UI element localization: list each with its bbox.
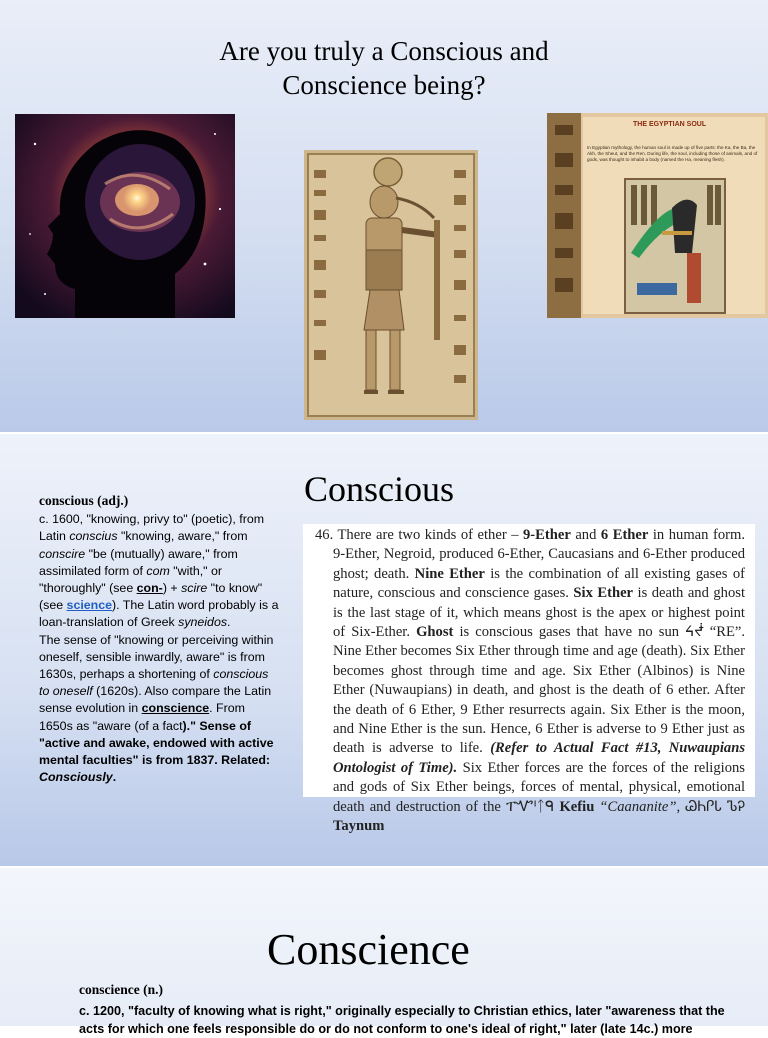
slide-1 — [0, 0, 768, 432]
ether-quote-box — [303, 524, 755, 835]
quote-bold: Kefiu — [554, 798, 595, 815]
etym-text: "to know" (see — [39, 581, 263, 613]
etym-italic: conscire — [39, 546, 86, 561]
ether-paragraph — [315, 526, 745, 837]
ether-quote-text — [315, 526, 745, 837]
egyptian-soul-text: In Egyptian mythology, the human soul is made up of five parts: the Ka, the Ba, the Akh, the Sheut, and the Ren. During life, the soul, including those of animals, and of gods, was thought to inhabit a body (named the Ha, meaning flesh). — [587, 145, 758, 162]
slide-3 — [0, 868, 768, 1036]
nuwaubic-glyph: ᔦᖫ — [685, 624, 704, 641]
nuwaubic-glyph: ᏊᏂᎵᏓ — [685, 798, 723, 815]
etym-bold: . — [112, 770, 117, 785]
quote-text: and — [570, 527, 601, 543]
etymology-headword: conscious (adj.) — [39, 493, 129, 508]
conscious-etymology — [39, 492, 279, 786]
quote-text: is conscious gases that have no sun — [453, 624, 686, 641]
etym-text: "with," or "thoroughly" (see — [39, 563, 223, 596]
quote-bold: Ghost — [416, 624, 454, 641]
etym-text: The sense of "knowing or perceiving within oneself, sensible inwardly, aware" is from 1630s, perhaps a shortening of — [39, 632, 274, 682]
quote-text: “RE”. Nine Ether becomes Six Ether through time and age (death). Six Ether becomes ghost through time and age. Six Ether (Albinos) is Nine Ether (Nuwaupians) in death, and ghost is the death of 6 ether. After the death of 6 Ether, 9 Ether resurrects again. Six Ether is the moon, and Nine Ether is the sun. Hence, 6 Ether is adverse to 9 Ether just as death is adverse to life. — [333, 624, 746, 757]
etym-bold: )." Sense of "active and awake, endowed with active mental faculties" is from 1837. Related: — [39, 718, 274, 768]
etym-bold-italic: Consciously — [39, 770, 113, 785]
quote-bold: 6 Ether — [600, 527, 649, 543]
quote-bold: Six Ether — [573, 585, 634, 602]
etym-text: ). The Latin word probably is a loan-translation of Greek — [39, 598, 279, 630]
quote-bold: Taynum — [333, 818, 385, 835]
etym-italic: syneidos — [178, 615, 228, 630]
quote-text: is the combination of all existing gases of nature, conscious and conscience gases. — [333, 565, 745, 602]
quote-text: in human form. 9-Ether, Negroid, produced 6-Ether, Caucasians and 6-Ether produced ghost; death. — [333, 527, 745, 582]
etym-italic: com — [146, 563, 170, 578]
quote-text: There are two kinds of ether – — [337, 527, 523, 543]
egyptian-soul-image — [547, 113, 768, 318]
thoth-relief-image — [304, 150, 478, 420]
conscience-definition: c. 1200, "faculty of knowing what is right," originally especially to Christian ethics, later "awareness that the acts for which one feels responsible do or do not conform to one's ideal of right," later (late 14c.) more — [79, 1004, 725, 1036]
quote-bold: 9-Ether — [523, 527, 571, 543]
etym-text: ) + — [162, 581, 182, 596]
slide-2 — [0, 434, 768, 866]
slide-3-title: Conscience — [267, 925, 470, 974]
quote-bold-italic: (Refer to Actual Fact #13, Nuwaupians Ontologist of Time). — [333, 740, 745, 776]
cosmic-head-image — [15, 114, 235, 318]
etym-italic: conscious to oneself — [39, 667, 269, 699]
etym-text: . — [227, 615, 231, 630]
conscience-headword: conscience (n.) — [79, 982, 163, 997]
conscience-link[interactable]: conscience — [141, 701, 210, 716]
nuwaubic-glyph: ᏖᎮ — [727, 798, 746, 815]
etym-italic: scire — [181, 581, 208, 596]
etym-text: (1620s). Also compare the Latin sense evolution in — [39, 684, 272, 716]
quote-text: , — [676, 798, 686, 815]
science-link[interactable]: science — [66, 598, 113, 613]
etym-text: "be (mutually) aware," from assimilated form of — [39, 546, 238, 578]
etym-text: "knowing, aware," from — [117, 529, 248, 544]
etym-text: . From 1650s as "aware (of a fact — [39, 701, 245, 733]
quote-italic: “Caananite” — [594, 798, 677, 815]
slide-2-title: Conscious — [304, 469, 455, 509]
egyptian-soul-title: THE EGYPTIAN SOUL — [633, 121, 707, 128]
etym-text: c. 1600, "knowing, privy to" (poetic), from Latin — [39, 512, 265, 544]
quote-bold: Nine Ether — [414, 565, 485, 582]
slide-1-title: Are you truly a Conscious and Conscience being? — [219, 36, 549, 100]
quote-text: Six Ether forces are the forces of the religions and gods of Six Ether beings, forces of mental, physical, emotional death and destruction of the — [333, 759, 745, 815]
etym-italic: conscius — [69, 529, 118, 544]
nuwaubic-glyph: ፐᏉᑊᛏᑫ — [505, 798, 555, 815]
quote-text: is death and ghost is the last stage of it, which means ghost is the apex or highest point of Six-Ether. — [333, 585, 745, 641]
con-link[interactable]: con- — [136, 581, 163, 596]
quote-number: 46. — [315, 527, 334, 543]
